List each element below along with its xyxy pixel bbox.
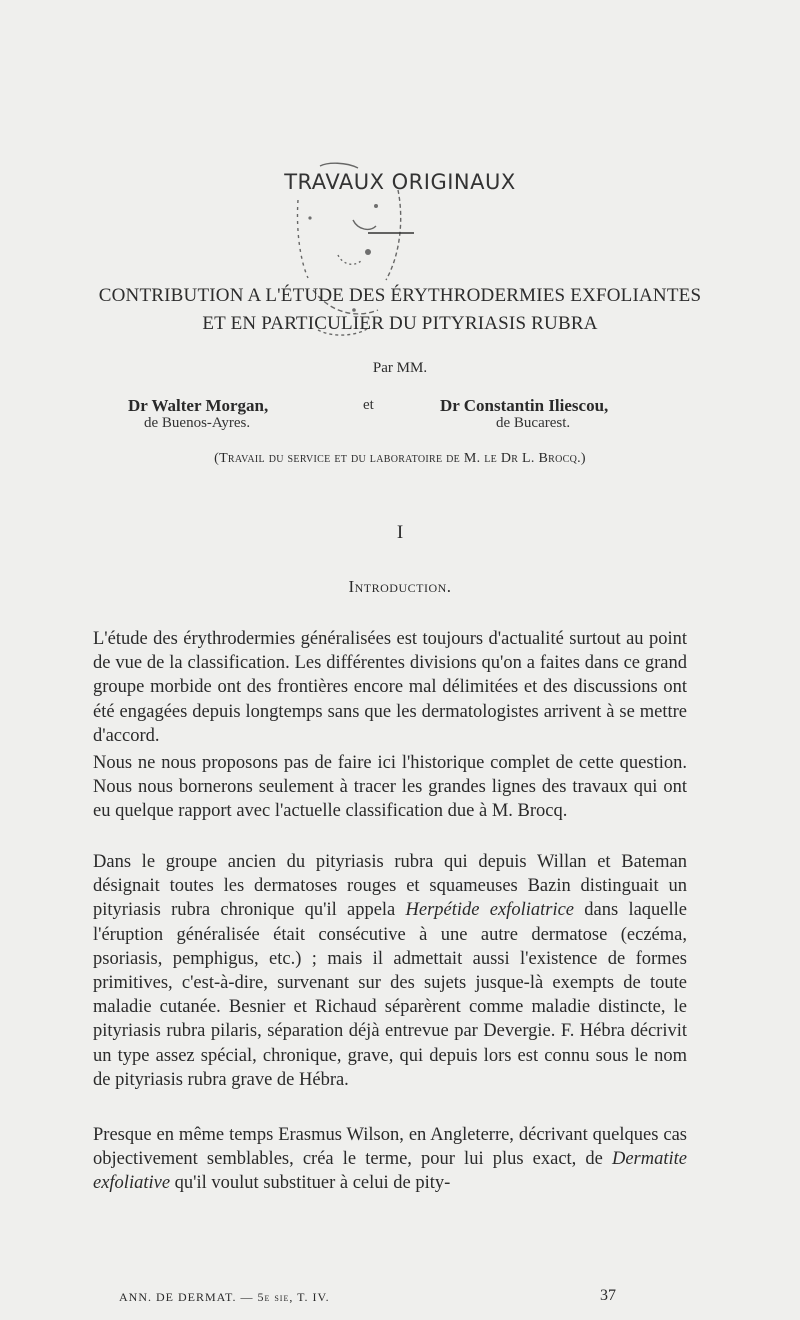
author-2-name: Dr Constantin Iliescou, bbox=[440, 396, 609, 415]
laboratory-credit: (Travail du service et du laboratoire de M. le Dr L. Brocq.) bbox=[214, 451, 586, 466]
journal-footer: ANN. DE DERMAT. — 5e sie, T. IV. bbox=[119, 1290, 330, 1304]
paragraph-1-text: L'étude des érythrodermies généralisées est toujours d'actualité surtout au point de vue de la classification. Les différentes divisions qu'on a faites dans ce grand groupe morbide ont des frontières encore mal délimitées et des discussions ont été engagées depuis longtemps sans que les dermatologistes arrivent à se mettre d'accord. bbox=[93, 629, 687, 746]
paragraph-4-italic-term: Dermatite exfoliative bbox=[93, 1149, 687, 1194]
author-2-city: de Bucarest. bbox=[496, 415, 571, 431]
paragraph-3 bbox=[93, 850, 687, 1092]
paragraph-2-text: Nous ne nous proposons pas de faire ici l'historique complet de cette question. Nous nous bornerons seulement à tracer les grandes lignes des travaux qui ont eu quelque rapport avec l'actuelle classification due à M. Brocq. bbox=[93, 753, 687, 822]
section-number: I bbox=[396, 522, 404, 543]
paragraph-3-after: dans laquelle l'éruption généralisée était consécutive à une autre dermatose (eczéma, psoriasis, pemphigus, etc.) ; mais il admettait aussi l'existence de formes primitives, c'est-à-dire, survenant sur des sujets jusque-là exempts de toute maladie cutanée. Besnier et Richaud séparèrent comme maladie distincte, le pityriasis rubra pilaris, séparation déjà entrevue par Devergie. F. Hébra décrivit un type assez spécial, chronique, grave, qui depuis lors est connu sous le nom de pityriasis rubra grave de Hébra. bbox=[93, 900, 687, 1090]
author-1-city: de Buenos-Ayres. bbox=[144, 415, 251, 431]
section-title: Introduction. bbox=[348, 577, 452, 596]
paragraph-4 bbox=[93, 1123, 687, 1196]
authors-conjunction: et bbox=[363, 397, 374, 413]
section-heading: TRAVAUX ORIGINAUX bbox=[284, 170, 516, 194]
byline: Par MM. bbox=[372, 360, 428, 376]
paragraph-2 bbox=[93, 751, 687, 824]
paragraph-4-after: qu'il voulut substituer à celui de pity- bbox=[170, 1173, 451, 1194]
author-1-name: Dr Walter Morgan, bbox=[128, 396, 269, 415]
article-title-line-2: ET EN PARTICULIER DU PITYRIASIS RUBRA bbox=[202, 313, 598, 334]
paragraph-4-before: Presque en même temps Erasmus Wilson, en Angleterre, décrivant quelques cas objectivement semblables, créa le terme, pour lui plus exact, de bbox=[93, 1125, 687, 1170]
page-number: 37 bbox=[600, 1287, 616, 1304]
paragraph-3-italic-term: Herpétide exfoliatrice bbox=[405, 900, 575, 921]
paragraph-1 bbox=[93, 627, 687, 748]
paragraph-3-before: Dans le groupe ancien du pityriasis rubra qui depuis Willan et Bateman désignait toutes les dermatoses rouges et squameuses Bazin distinguait un pityriasis rubra chronique qu'il appela bbox=[93, 852, 687, 921]
article-title-line-1: CONTRIBUTION A L'ÉTUDE DES ÉRYTHRODERMIES EXFOLIANTES bbox=[98, 285, 702, 306]
